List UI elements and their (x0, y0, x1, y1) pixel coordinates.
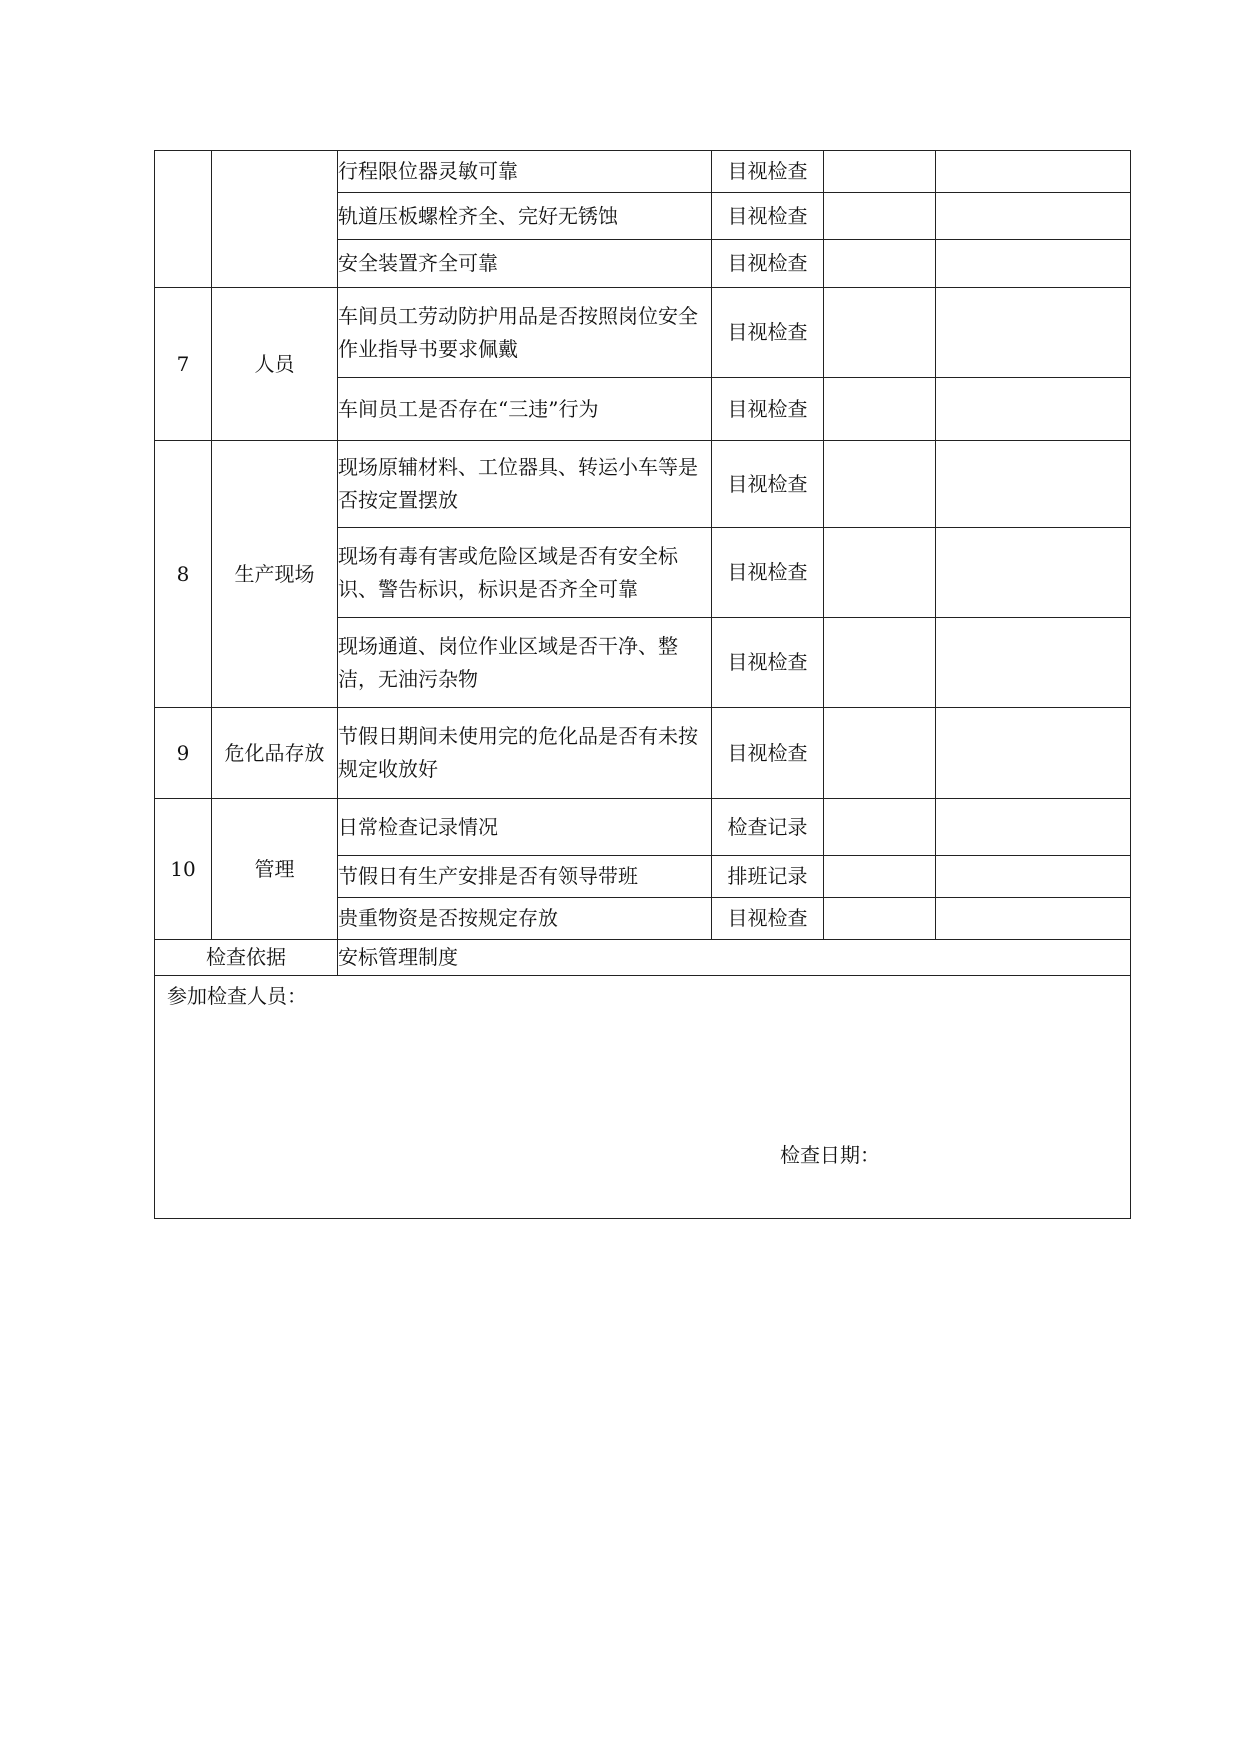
basis-value: 安标管理制度 (338, 940, 1131, 976)
blank-cell (936, 193, 1131, 240)
check-method-cell: 目视检查 (712, 618, 824, 708)
check-item-cell: 轨道压板螺栓齐全、完好无锈蚀 (338, 193, 712, 240)
signature-area (155, 976, 1131, 1219)
table-row (155, 441, 1131, 528)
check-item-cell: 现场原辅材料、工位器具、转运小车等是否按定置摆放 (338, 441, 712, 528)
blank-cell (824, 288, 936, 378)
blank-cell (824, 441, 936, 528)
check-method-cell: 目视检查 (712, 528, 824, 618)
category-cell: 生产现场 (212, 441, 338, 708)
blank-cell (824, 378, 936, 441)
item-number-cell: 10 (155, 799, 212, 940)
blank-cell (936, 441, 1131, 528)
item-number-cell: 9 (155, 708, 212, 799)
basis-row (155, 940, 1131, 976)
blank-cell (824, 193, 936, 240)
blank-cell (936, 618, 1131, 708)
category-cell: 危化品存放 (212, 708, 338, 799)
check-item-cell: 节假日期间未使用完的危化品是否有未按规定收放好 (338, 708, 712, 799)
check-method-cell: 目视检查 (712, 898, 824, 940)
blank-cell (824, 708, 936, 799)
blank-cell (936, 240, 1131, 288)
blank-cell (936, 898, 1131, 940)
category-cell: 人员 (212, 288, 338, 441)
blank-cell (824, 799, 936, 856)
check-method-cell: 检查记录 (712, 799, 824, 856)
check-item-cell: 现场通道、岗位作业区域是否干净、整洁，无油污杂物 (338, 618, 712, 708)
category-cell: 管理 (212, 799, 338, 940)
inspection-checklist-table (154, 150, 1131, 1219)
blank-cell (936, 288, 1131, 378)
item-number-cell: 7 (155, 288, 212, 441)
table-row (155, 151, 1131, 193)
check-method-cell: 排班记录 (712, 856, 824, 898)
check-method-cell: 目视检查 (712, 288, 824, 378)
check-method-cell: 目视检查 (712, 708, 824, 799)
check-item-cell: 现场有毒有害或危险区域是否有安全标识、警告标识，标识是否齐全可靠 (338, 528, 712, 618)
check-method-cell: 目视检查 (712, 151, 824, 193)
item-number-cell (155, 151, 212, 288)
inspection-date-label: 检查日期： (780, 1143, 880, 1167)
check-item-cell: 车间员工是否存在“三违”行为 (338, 378, 712, 441)
blank-cell (936, 378, 1131, 441)
check-item-cell: 贵重物资是否按规定存放 (338, 898, 712, 940)
table-row (155, 799, 1131, 856)
check-method-cell: 目视检查 (712, 193, 824, 240)
check-item-cell: 车间员工劳动防护用品是否按照岗位安全作业指导书要求佩戴 (338, 288, 712, 378)
check-item-cell: 节假日有生产安排是否有领导带班 (338, 856, 712, 898)
check-method-cell: 目视检查 (712, 378, 824, 441)
blank-cell (824, 618, 936, 708)
check-method-cell: 目视检查 (712, 441, 824, 528)
blank-cell (824, 856, 936, 898)
blank-cell (824, 151, 936, 193)
blank-cell (824, 898, 936, 940)
check-item-cell: 日常检查记录情况 (338, 799, 712, 856)
blank-cell (936, 528, 1131, 618)
category-cell (212, 151, 338, 288)
blank-cell (824, 528, 936, 618)
item-number-cell: 8 (155, 441, 212, 708)
check-method-cell: 目视检查 (712, 240, 824, 288)
basis-label: 检查依据 (155, 940, 338, 976)
check-item-cell: 安全装置齐全可靠 (338, 240, 712, 288)
blank-cell (824, 240, 936, 288)
blank-cell (936, 856, 1131, 898)
table-row (155, 708, 1131, 799)
check-item-cell: 行程限位器灵敏可靠 (338, 151, 712, 193)
blank-cell (936, 799, 1131, 856)
blank-cell (936, 151, 1131, 193)
footer-row (155, 976, 1131, 1219)
blank-cell (936, 708, 1131, 799)
table-row (155, 288, 1131, 378)
participants-label: 参加检查人员： (167, 984, 307, 1008)
